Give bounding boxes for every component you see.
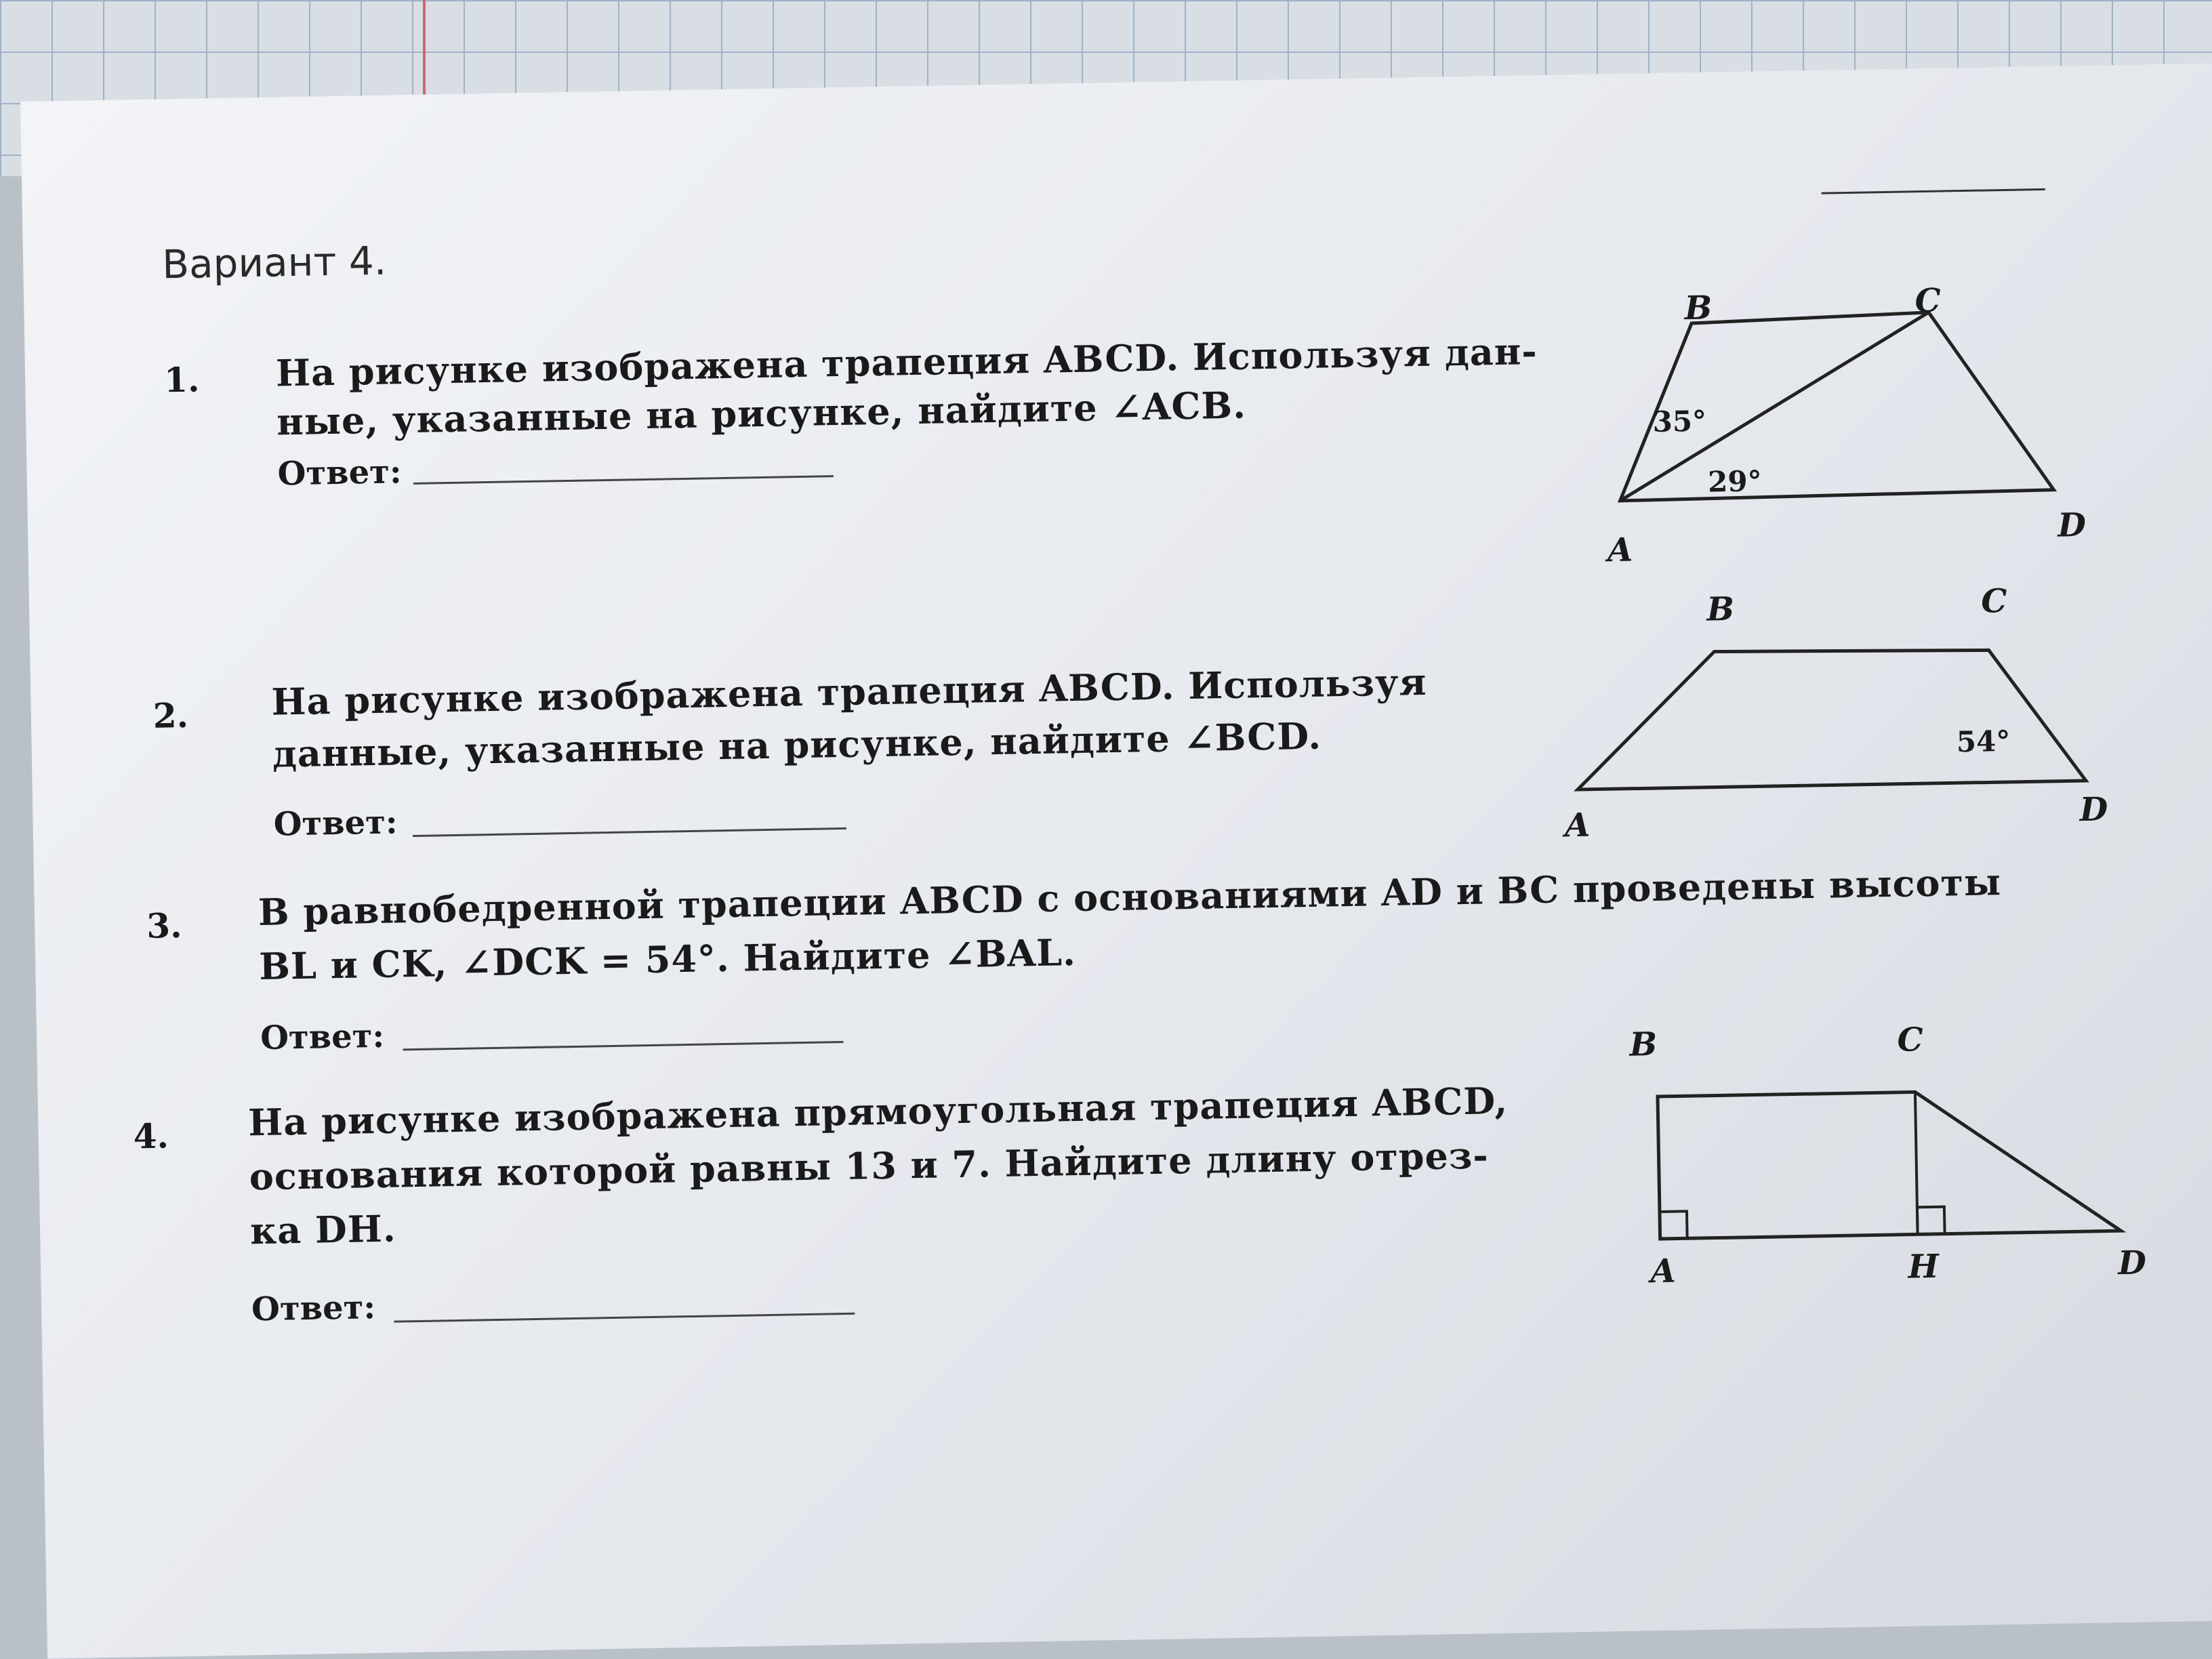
- fig2-label-d: D: [2079, 790, 2108, 830]
- task-2-number: 2.: [152, 695, 189, 736]
- fig2-label-a: A: [1564, 806, 1591, 845]
- fig1-label-a: A: [1607, 531, 1633, 570]
- task-2-trapezoid-figure: [1561, 621, 2106, 806]
- fig1-label-c: C: [1914, 281, 1942, 321]
- task-4-answer-line: [394, 1313, 855, 1323]
- task-3-line-2: BL и CK, ∠DCK = 54°. Найдите ∠BAL.: [258, 930, 1077, 989]
- task-3-number: 3.: [146, 905, 182, 946]
- fig1-angle-35: 35°: [1652, 404, 1707, 439]
- task-4-right-trapezoid-figure: [1643, 1068, 2134, 1253]
- task-2-answer-label: Ответ:: [273, 803, 398, 844]
- task-4-line-3: ка DH.: [249, 1206, 397, 1253]
- fig4-label-b: B: [1629, 1025, 1658, 1064]
- task-1-number: 1.: [163, 359, 200, 401]
- fig2-angle-54: 54°: [1956, 724, 2011, 759]
- fig4-label-d: D: [2117, 1244, 2147, 1283]
- task-4-line-1: На рисунке изображена прямоугольная трапеция ABCD,: [247, 1078, 1509, 1145]
- task-2-answer-line: [413, 827, 846, 837]
- task-2-line-2: данные, указанные на рисунке, найдите ∠BCD.: [272, 714, 1322, 776]
- task-2-line-1: На рисунке изображена трапеция ABCD. Используя: [270, 659, 1427, 724]
- task-3-answer-line: [403, 1041, 843, 1050]
- task-1-line-2: ные, указанные на рисунке, найдите ∠ACB.: [276, 383, 1247, 444]
- task-3-line-1: В равнобедренной трапеции ABCD с основаниями AD и BC проведены высоты: [258, 860, 2002, 935]
- task-1-line-1: На рисунке изображена трапеция ABCD. Используя дан-: [275, 329, 1538, 395]
- task-3-answer-label: Ответ:: [260, 1017, 385, 1058]
- task-1-answer-line: [413, 475, 834, 485]
- name-line: [1822, 188, 2045, 194]
- fig4-label-c: C: [1897, 1021, 1924, 1059]
- task-4-number: 4.: [133, 1115, 169, 1157]
- fig1-label-d: D: [2057, 506, 2087, 545]
- fig1-angle-29: 29°: [1707, 464, 1763, 499]
- fig1-label-b: B: [1684, 289, 1713, 328]
- worksheet-page: [20, 64, 2212, 1659]
- task-4-answer-label: Ответ:: [251, 1288, 376, 1329]
- task-4-line-2: основания которой равны 13 и 7. Найдите длину отрез-: [249, 1133, 1490, 1199]
- variant-heading: Вариант 4.: [161, 237, 387, 288]
- fig4-label-h: H: [1907, 1247, 1940, 1286]
- task-1-answer-label: Ответ:: [277, 453, 403, 493]
- fig4-label-a: A: [1650, 1252, 1677, 1291]
- fig2-label-c: C: [1980, 581, 2007, 621]
- fig2-label-b: B: [1706, 590, 1735, 629]
